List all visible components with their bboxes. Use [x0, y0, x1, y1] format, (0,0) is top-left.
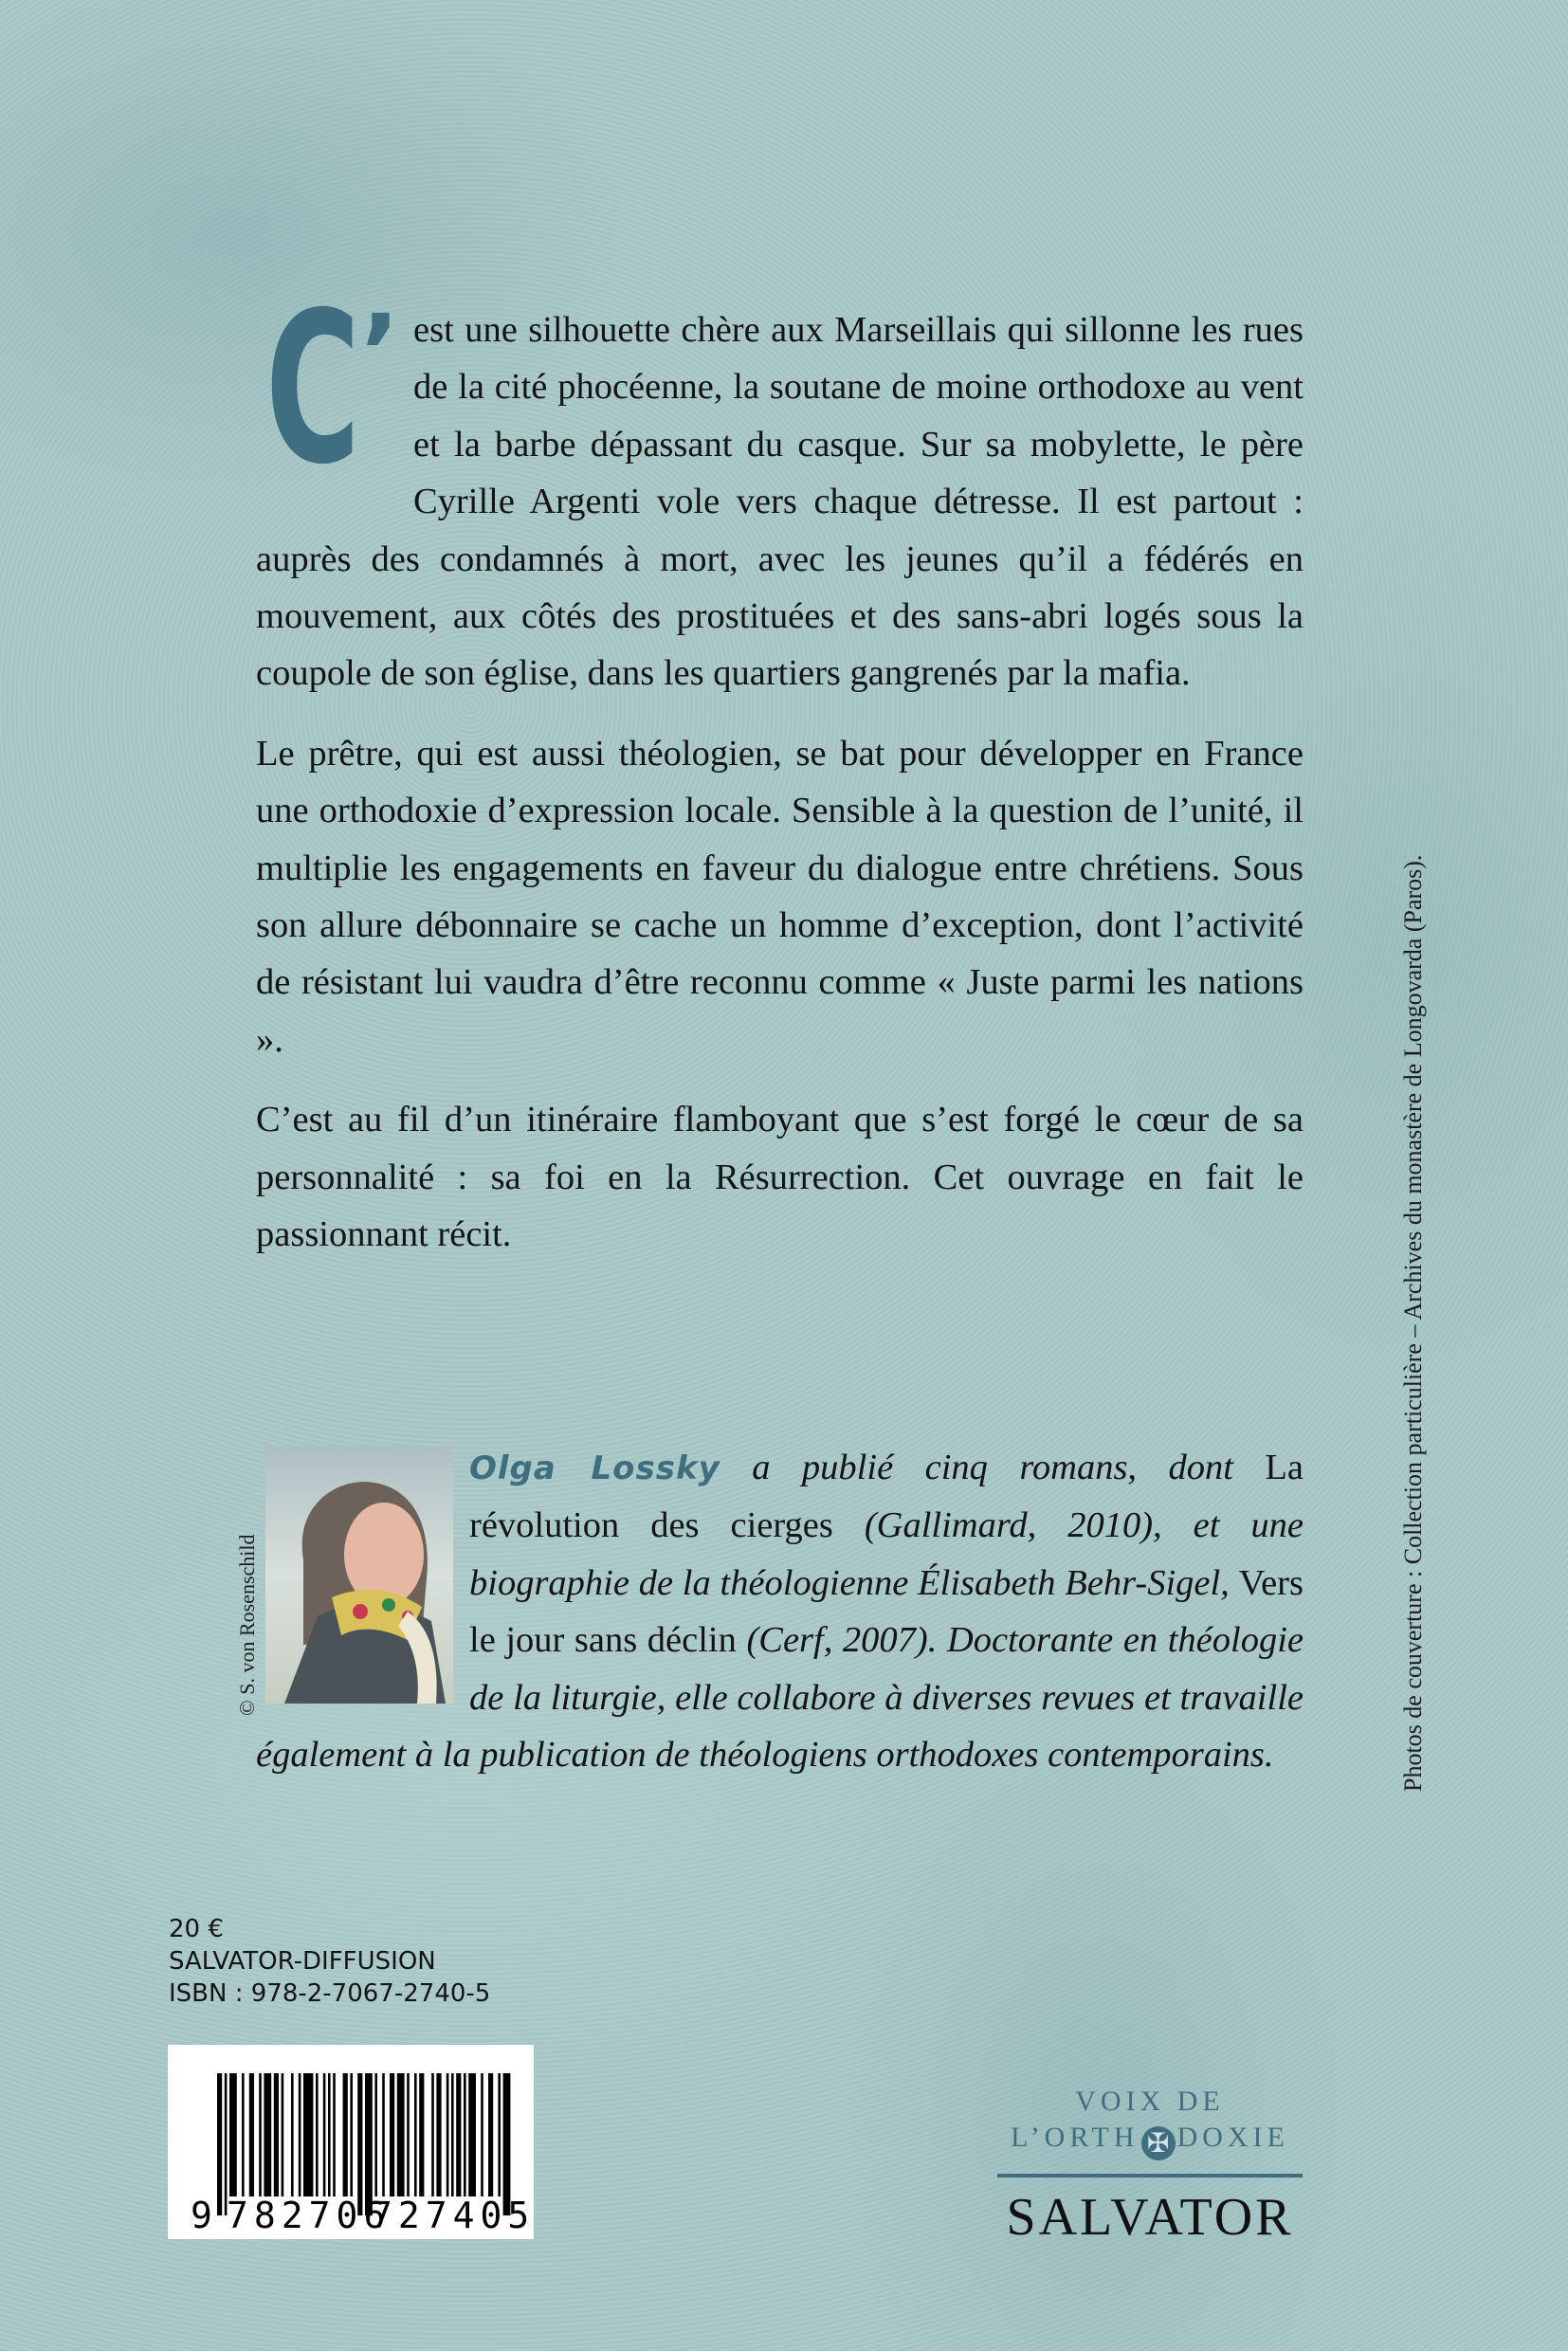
publisher-name: SALVATOR	[1006, 2188, 1294, 2247]
book-title: Vers le jour sans déclin	[469, 1562, 1304, 1661]
back-cover-blurb	[256, 267, 1304, 1286]
blurb-paragraph-1: est une silhouette chère aux Marseillais qui sillonne les rues de la cité phocéenne, la soutane de moine orthodoxe au vent et la barbe dépassant du casque. Sur sa mobylette, le père Cyrille Argenti vole vers chaque détresse. Il est partout : auprès des condamnés à mort, avec les jeunes qu’il a fédérés en mouvement, aux côtés des prostituées et des sans-abri logés sous la coupole de son église, dans les quartiers gangrenés par la mafia.	[256, 310, 1304, 694]
book-title: La révolution des cierges	[469, 1448, 1304, 1546]
blurb-paragraph-2: Le prêtre, qui est aussi théologien, se bat pour développer en France une orthodoxie d’expression locale. Sensible à la question de l’unité, il multiplie les engagements en faveur du dialogue entre chrétiens. Sous son allure débonnaire se cache un homme d’exception, dont l’activité de résistant lui vaudra d’être reconnu comme « Juste parmi les nations ».	[256, 733, 1304, 1060]
distributor: SALVATOR-DIFFUSION	[169, 1947, 436, 1976]
blurb-paragraph-3: C’est au fil d’un itinéraire flamboyant que s’est forgé le cœur de sa personnalité : sa foi en la Résurrection. Cet ouvrage en fait le passionnant récit.	[256, 1100, 1304, 1255]
orthodox-cross-icon: ✠	[1141, 2126, 1176, 2160]
barcode-digits-left: 782706	[227, 2195, 392, 2236]
collection-name-left: L’ORTH	[1011, 2122, 1140, 2153]
photo-spacer	[256, 1439, 469, 1723]
bio-part: a publié cinq romans, dont	[720, 1448, 1266, 1487]
isbn-barcode	[168, 2045, 534, 2239]
drop-cap-apostrophe: ’	[360, 292, 400, 413]
collection-name-right: DOXIE	[1176, 2122, 1289, 2153]
author-bio	[256, 1439, 1304, 1783]
publisher-logo	[995, 2084, 1304, 2246]
drop-cap-letter: C	[265, 267, 358, 510]
author-name: Olga Lossky	[469, 1449, 720, 1487]
price: 20 €	[169, 1915, 224, 1943]
price-block	[169, 1913, 490, 2010]
drop-cap	[265, 267, 408, 510]
bio-part: (Cerf, 2007). Doctorante en théologie de la liturgie, elle collabore à diverses revues et travaille également à la publication de théologiens orthodoxes contemporains.	[256, 1620, 1304, 1776]
logo-divider	[997, 2174, 1303, 2178]
barcode-digits-right: 727405	[371, 2195, 536, 2236]
bio-part: (Gallimard, 2010), et une biographie de la théologienne Élisabeth Behr-Sigel,	[469, 1505, 1304, 1603]
photo-credit: © S. von Rosenschild	[235, 1534, 259, 1716]
collection-name-line1: VOIX DE	[1075, 2086, 1225, 2117]
collection-name-line2	[995, 2120, 1304, 2160]
cover-photo-credits: Photos de couverture : Collection particulière – Archives du monastère de Longovarda (Paros).	[1399, 854, 1427, 1792]
barcode-digit-lead: 9	[191, 2195, 212, 2236]
isbn: ISBN : 978-2-7067-2740-5	[169, 1979, 491, 2008]
